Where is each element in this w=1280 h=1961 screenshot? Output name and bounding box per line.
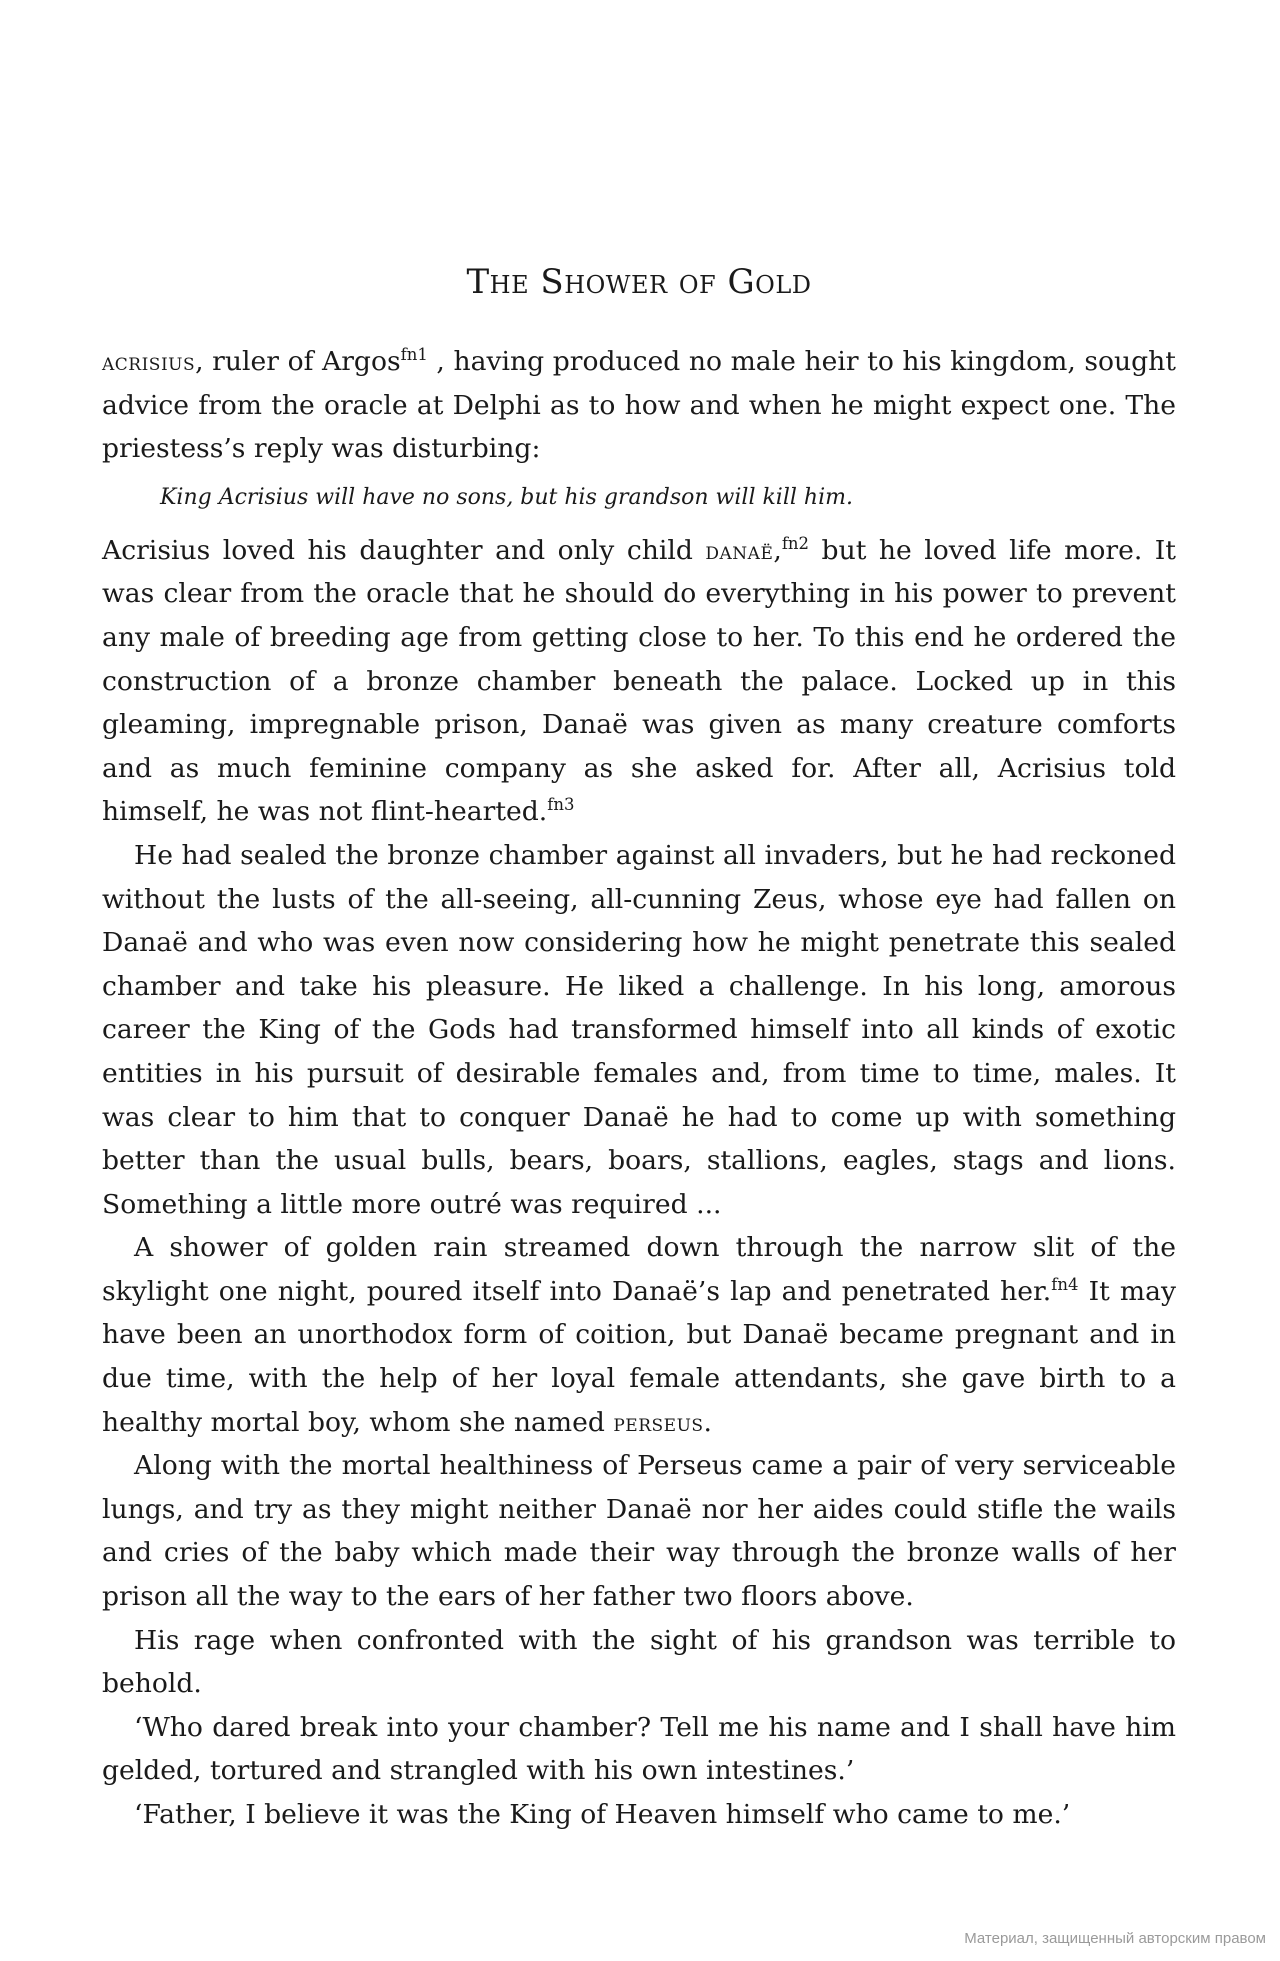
paragraph-4 (102, 1226, 1176, 1444)
paragraph-6: His rage when confronted with the sight of his grandson was terrible to behold. (102, 1624, 1176, 1700)
footnote-ref-3[interactable]: fn3 (547, 795, 575, 815)
name-acrisius: acrisius (102, 347, 196, 376)
paragraph-4-text-c: . (703, 1406, 713, 1438)
paragraph-4-text-a: A shower of golden rain streamed down through the narrow slit of the skylight one night, poured itself into Danaë’s lap and penetrated her. (102, 1232, 1176, 1307)
paragraph-1-text-b: , having produced no male heir to his kingdom, sought advice from the oracle at Delphi as to how and when he might expect one. The priestess’s reply was disturbing: (102, 346, 1176, 465)
paragraph-1 (102, 340, 1176, 471)
paragraph-2-text-b: but he loved life more. It was clear from the oracle that he should do everything in his power to prevent any male of breeding age from getting close to her. To this end he ordered the construction of a bronze chamber beneath the palace. Locked up in this gleaming, impregnable prison, Danaë was given as many creature comforts and as much feminine company as she asked for. After all, Acrisius told himself, he was not flint-hearted. (102, 534, 1176, 828)
paragraph-5: Along with the mortal healthiness of Perseus came a pair of very serviceable lungs, and try as they might neither Danaë nor her aides could stifle the wails and cries of the baby which made their way through the bronze walls of her prison all the way to the ears of her father two floors above. (102, 1450, 1176, 1613)
copyright-watermark: Материал, защищенный авторским правом (964, 1930, 1266, 1947)
paragraph-2-comma: , (773, 534, 782, 566)
paragraph-3: He had sealed the bronze chamber against all invaders, but he had reckoned without the lusts of the all-seeing, all-cunning Zeus, whose eye had fallen on Danaë and who was even now considering how he might penetrate this sealed chamber and take his pleasure. He liked a challenge. In his long, amorous career the King of the Gods had transformed himself into all kinds of exotic entities in his pursuit of desirable females and, from time to time, males. It was clear to him that to conquer Danaë he had to come up with something better than the usual bulls, bears, boars, stallions, eagles, stags and lions. Something a little more outré was required ... (102, 839, 1176, 1220)
chapter-body (102, 340, 1176, 1837)
chapter-title: The Shower of Gold (466, 262, 812, 302)
paragraph-4-text-b: It may have been an unorthodox form of coition, but Danaë became pregnant and in due time, with the help of her loyal female attendants, she gave birth to a healthy mortal boy, whom she named (102, 1275, 1176, 1438)
footnote-ref-1[interactable]: fn1 (400, 345, 428, 365)
paragraph-1-text-a: , ruler of Argos (195, 346, 401, 377)
name-perseus: perseus (613, 1407, 704, 1437)
paragraph-8: ‘Father, I believe it was the King of Heaven himself who came to me.’ (134, 1799, 1071, 1830)
paragraph-2 (102, 529, 1176, 834)
name-danae: danaë (705, 535, 774, 565)
oracle-quote: King Acrisius will have no sons, but his grandson will kill him. (160, 484, 853, 510)
paragraph-7: ‘Who dared break into your chamber? Tell me his name and I shall have him gelded, tortured and strangled with his own intestines.’ (102, 1711, 1176, 1787)
footnote-ref-2[interactable]: fn2 (781, 533, 810, 553)
footnote-ref-4[interactable]: fn4 (1051, 1275, 1079, 1295)
paragraph-2-text-a: Acrisius loved his daughter and only child (102, 534, 706, 566)
